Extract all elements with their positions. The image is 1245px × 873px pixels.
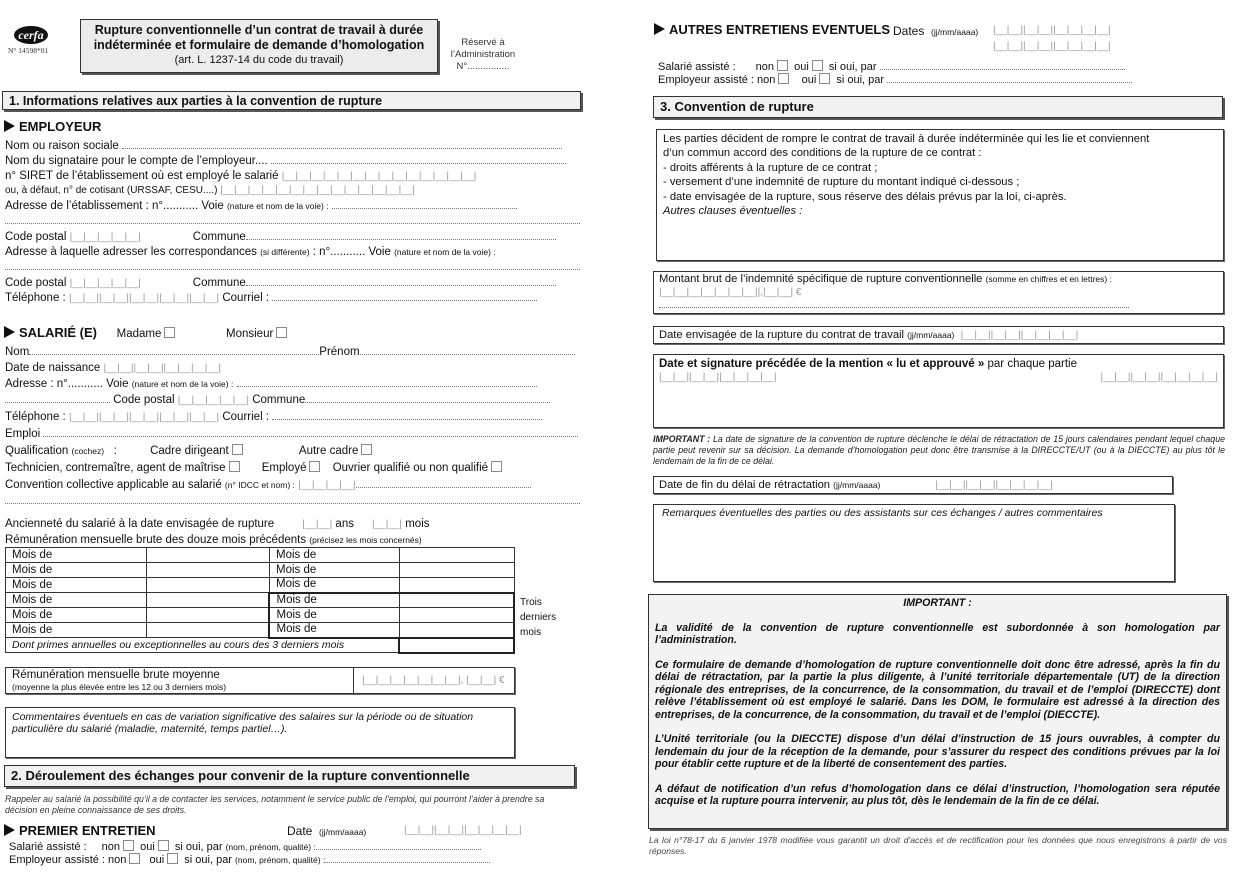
other-clauses-label: Autres clauses éventuelles :	[663, 205, 803, 218]
salary-comments-box[interactable]	[5, 707, 515, 758]
amount-cell[interactable]	[399, 578, 514, 593]
form-title-box	[80, 19, 438, 73]
first-employer-assisted	[9, 853, 490, 866]
employer-address-field[interactable]	[5, 199, 580, 213]
amount-cell[interactable]	[147, 548, 270, 563]
corr-hint: (si différente)	[260, 247, 310, 257]
first-meeting-row	[4, 823, 579, 838]
bonus-amount-cell[interactable]	[399, 638, 514, 653]
avg-pay-comb: |__|__|__|__|__|__|__|, |__|__| €	[362, 675, 505, 686]
amount-label: Montant brut de l’indemnité spécifique de rupture conventionnelle	[659, 273, 983, 285]
last-three-months-label	[520, 595, 556, 640]
retraction-comb: |__|__||__|__||__|__|__|__|	[935, 480, 1053, 491]
convention-field[interactable]	[5, 478, 580, 493]
other-employer-assisted	[658, 73, 1132, 86]
technicien-label: Technicien, contremaître, agent de maîtrise	[5, 462, 226, 474]
pay-heading	[5, 533, 422, 547]
month-cell: Mois de	[6, 563, 147, 578]
other-meetings-dates-label	[893, 24, 978, 38]
avg-pay-input[interactable]	[353, 668, 515, 693]
corr-label: Adresse à laquelle adresser les correspondances	[5, 246, 257, 258]
first-meeting-date-label: Date	[287, 824, 313, 838]
signature-label: Date et signature précédée de la mention « lu et approuvé »	[659, 358, 985, 370]
last-three-label-1: Trois	[520, 597, 542, 608]
month-cell: Mois de	[6, 623, 147, 638]
employee-voie-hint: (nature et nom de la voie) :	[131, 379, 234, 389]
left-page	[0, 0, 615, 873]
employee-non-checkbox[interactable]	[123, 840, 134, 851]
first-meeting-date-hint: (jj/mm/aaaa)	[319, 827, 367, 837]
si-oui-label: si oui, par	[836, 74, 885, 86]
month-cell: Mois de	[269, 548, 399, 563]
important-paragraph: La validité de la convention de rupture conventionnelle est subordonnée à son homologation par l’administration.	[655, 621, 1220, 646]
employee-address-field[interactable]	[5, 377, 580, 391]
employee-postal-label: Code postal	[113, 394, 175, 406]
autre-cadre-label: Autre cadre	[298, 445, 359, 457]
month-cell: Mois de	[269, 563, 399, 578]
important-note	[653, 434, 1225, 467]
table-row	[6, 563, 515, 578]
birth-comb: |__|__||__|__||__|__|__|__|	[103, 363, 222, 374]
employee-assistant-input[interactable]	[316, 840, 481, 850]
employee-phone-field[interactable]	[5, 410, 580, 425]
prenom-label: Prénom	[319, 346, 360, 358]
si-oui-hint: (nom, prénom, qualité) :	[225, 842, 316, 852]
end-date-label: Date envisagée de la rupture du contrat de travail	[659, 329, 905, 341]
amount-cell[interactable]	[399, 563, 514, 578]
first-meeting-label: PREMIER ENTRETIEN	[19, 823, 156, 838]
postal-comb: |__|__|__|__|__|	[69, 232, 141, 243]
pay-label: Rémunération mensuelle brute des douze mois précédents	[5, 534, 307, 546]
other-employer-assistant-input[interactable]	[887, 73, 1132, 83]
phone-label: Téléphone :	[5, 292, 66, 304]
employee-phone-label: Téléphone :	[5, 411, 66, 423]
madame-label: Madame	[116, 328, 162, 340]
qualification-row2	[5, 461, 505, 475]
reserved-label: Réservé à	[461, 37, 505, 48]
non-label: non	[755, 61, 775, 73]
end-date-comb: |__|__||__|__||__|__|__|__|	[960, 330, 1079, 341]
amount-cell[interactable]	[147, 623, 270, 638]
last-three-label-3: mois	[520, 627, 542, 638]
amount-box[interactable]	[653, 271, 1224, 314]
section2-heading: 2. Déroulement des échanges pour convenir de la rupture conventionnelle	[4, 765, 575, 787]
ouvrier-checkbox[interactable]	[491, 461, 502, 472]
employer-oui-checkbox[interactable]	[167, 853, 178, 864]
amount-hint: (somme en chiffres et en lettres) :	[985, 274, 1112, 284]
month-cell: Mois de	[269, 608, 399, 623]
important-note-text: La date de signature de la convention de rupture déclenche le délai de rétractation de 15 jours calendaires pendant lequel chaque partie peut revenir sur sa décision. La demande d’homologation peut donc être transmise à la DIRECCTE/UT (ou à la DIECCTE) au plus tôt le lendemain de la fin de ce délai.	[653, 434, 1225, 466]
employer-postal-field[interactable]	[5, 230, 580, 245]
oui-label: oui	[140, 841, 155, 853]
months-label: mois	[405, 518, 430, 530]
voie-hint: (nature et nom de la voie) :	[226, 201, 329, 211]
phone-comb: |__|__||__|__||__|__||__|__||__|__|	[68, 293, 220, 304]
important-note-label: IMPORTANT :	[653, 434, 711, 444]
cadre-dirigeant-checkbox[interactable]	[232, 444, 243, 455]
employer-assisted-label: Employeur assisté :	[658, 74, 754, 86]
correspondence-address-line2[interactable]	[5, 260, 580, 274]
other-employee-assistant-input[interactable]	[880, 60, 1125, 70]
corr-number: : n°...........	[312, 246, 366, 258]
important-box-title: IMPORTANT :	[903, 597, 972, 609]
other-employee-non-checkbox[interactable]	[777, 60, 788, 71]
employee-postal-comb: |__|__|__|__|__|	[177, 395, 249, 406]
job-label: Emploi	[5, 428, 41, 440]
bonus-label: Dont primes annuelles ou exceptionnelles au cours des 3 derniers mois	[6, 638, 400, 653]
cotisant-field[interactable]	[5, 184, 415, 198]
amount-cell[interactable]	[147, 593, 270, 608]
autre-cadre-checkbox[interactable]	[361, 444, 372, 455]
retraction-label: Date de fin du délai de rétractation	[659, 479, 831, 491]
corr-postal-field[interactable]	[5, 276, 580, 291]
employer-assistant-input[interactable]	[325, 853, 490, 863]
employee-assisted-label: Salarié assisté :	[658, 61, 736, 73]
oui-label: oui	[801, 74, 817, 86]
table-row	[6, 608, 515, 623]
other-employee-assisted	[658, 60, 1125, 73]
commune-label: Commune	[192, 231, 246, 243]
remarks-label: Remarques éventuelles des parties ou des assistants sur ces échanges / autres commentaires	[662, 507, 1103, 519]
employer-signatory-field[interactable]	[5, 154, 580, 168]
qualif-hint: (cochez)	[71, 446, 105, 456]
siret-field[interactable]	[5, 169, 476, 184]
triangle-bullet-icon	[4, 120, 15, 132]
corr-voie-label: Voie	[368, 246, 391, 258]
employee-sign-date-comb: |__|__||__|__||__|__|__|__|	[1100, 372, 1218, 383]
employer-heading-label: EMPLOYEUR	[19, 119, 102, 134]
important-paragraph: Ce formulaire de demande d’homologation de rupture conventionnelle doit donc être adressé, après la fin du délai de rétractation, par la partie la plus diligente, à l’unité territoriale départementale (UT) de la direction régionale des entreprises, de la concurrence, de la consommation, du travail et de l’emploi (DIRECCTE) dont relève l’établissement où est employé le salarié. Dans les DOM, le formulaire est adressé à la direction des entreprises, de la concurrence, de la consommation, du travail et de l’emploi (DIECCTE).	[655, 658, 1220, 721]
cerfa-logo: cerfa	[14, 26, 48, 44]
section3-heading: 3. Convention de rupture	[653, 96, 1223, 118]
employee-voie-label: Voie	[106, 378, 129, 390]
convention-text-line: d’un commun accord des conditions de la rupture de ce contrat :	[663, 147, 982, 160]
signature-box[interactable]	[653, 354, 1224, 428]
cerfa-number: N° 14598*01	[8, 46, 49, 55]
ouvrier-label: Ouvrier qualifié ou non qualifié	[332, 462, 489, 474]
dates-hint: (jj/mm/aaaa)	[931, 27, 979, 37]
convention-text-line: - date envisagée de la rupture, sous réserve des délais prévus par la loi, ci-après.	[663, 190, 1067, 203]
reserved-number: N°................	[456, 61, 510, 72]
si-oui-label: si oui, par	[828, 61, 877, 73]
monsieur-label: Monsieur	[226, 328, 274, 340]
employer-sign-date-comb: |__|__||__|__||__|__|__|__|	[659, 372, 777, 383]
address-number-label: Adresse de l’établissement : n°...........	[5, 200, 199, 212]
privacy-notice: La loi n°78-17 du 6 janvier 1978 modifiée vous garantit un droit d’accès et de rectification pour les données que nous enregistrons à partir de vos réponses.	[649, 835, 1227, 856]
cadre-dirigeant-label: Cadre dirigeant	[150, 445, 229, 457]
employer-phone-field[interactable]	[5, 291, 580, 306]
corr-postal-comb: |__|__|__|__|__|	[69, 278, 141, 289]
amount-cell[interactable]	[147, 563, 270, 578]
job-field[interactable]	[5, 427, 580, 441]
month-cell: Mois de	[6, 593, 147, 608]
pay-hint: (précisez les mois concernés)	[309, 535, 422, 545]
end-date-box[interactable]	[653, 326, 1224, 344]
amount-cell[interactable]	[399, 623, 514, 638]
month-cell: Mois de	[269, 593, 399, 608]
amount-cell[interactable]	[399, 548, 514, 563]
nom-label: Nom	[5, 346, 30, 358]
right-page	[640, 0, 1245, 873]
convention-text-line: - versement d’une indemnité de rupture du montant indiqué ci-dessous ;	[663, 176, 1020, 189]
months-comb: |__|__|	[371, 519, 403, 530]
siret-comb: |__|__|__|__|__|__|__|__|__|__|__|__|__|__|	[281, 171, 477, 182]
qualif-label: Qualification	[5, 445, 69, 457]
non-label: non	[757, 74, 776, 86]
first-meeting-date-comb[interactable]: |__|__||__|__||__|__|__|__|	[404, 825, 522, 836]
employee-address-label: Adresse : n°...........	[5, 378, 103, 390]
triangle-bullet-icon	[4, 824, 15, 836]
monsieur-checkbox[interactable]	[276, 327, 287, 338]
oui-label: oui	[149, 854, 165, 866]
signatory-label: Nom du signataire pour le compte de l’employeur....	[5, 155, 268, 167]
convention-hint: (n° IDCC et nom) :	[224, 480, 295, 490]
voie-label: Voie	[201, 200, 224, 212]
qualification-row1: Qualification (cochez) : Cadre dirigeant Autre cadre	[5, 444, 375, 458]
siret-label: n° SIRET de l’établissement où est employé le salarié	[5, 170, 279, 182]
convention-label: Convention collective applicable au salarié	[5, 479, 222, 491]
employer-name-label: Nom ou raison sociale	[5, 140, 119, 152]
salary-table	[5, 547, 515, 654]
form-title-article: (art. L. 1237-14 du code du travail)	[174, 54, 344, 66]
correspondence-address-field[interactable]	[5, 245, 496, 259]
si-oui-label: si oui, par	[184, 854, 232, 866]
month-cell: Mois de	[6, 578, 147, 593]
remarks-box[interactable]	[653, 504, 1175, 582]
avg-pay-hint: (moyenne la plus élevée entre les 12 ou 3 derniers mois)	[12, 682, 227, 692]
employee-postal-field[interactable]	[5, 393, 580, 408]
convention-line2[interactable]	[5, 494, 580, 508]
employer-fields	[5, 137, 580, 317]
convention-text-line: - droits afférents à la rupture de ce contrat ;	[663, 161, 878, 174]
corr-commune-label: Commune	[192, 277, 246, 289]
important-box	[648, 594, 1227, 829]
employee-oui-checkbox[interactable]	[158, 840, 169, 851]
seniority-label: Ancienneté du salarié à la date envisagée de rupture	[5, 518, 275, 530]
employee-fields	[5, 344, 580, 514]
years-label: ans	[335, 518, 354, 530]
employe-checkbox[interactable]	[309, 461, 320, 472]
amount-cell[interactable]	[399, 608, 514, 623]
employer-assisted-label: Employeur assisté :	[9, 854, 105, 866]
convention-text-box[interactable]	[656, 129, 1224, 261]
amount-cell[interactable]	[399, 593, 514, 608]
oui-label: oui	[794, 61, 809, 73]
important-paragraph: A défaut de notification d’un refus d’homologation dans ce délai d’instruction, l’homologation sera réputée acquise et la rupture pourra intervenir, au plus tôt, dès le lendemain de la fin de ce délai.	[655, 782, 1220, 807]
corr-postal-label: Code postal	[5, 277, 67, 289]
years-comb: |__|__|	[302, 519, 333, 530]
seniority-field[interactable]	[5, 517, 430, 532]
amount-cell[interactable]	[147, 578, 270, 593]
convention-text-line: Les parties décident de rompre le contrat de travail à durée indéterminée qui les lie et conviennent	[663, 133, 1150, 145]
email-label: Courriel :	[222, 292, 270, 304]
end-date-hint: (jj/mm/aaaa)	[907, 330, 955, 340]
avg-pay-label: Rémunération mensuelle brute moyenne	[12, 669, 220, 681]
si-oui-hint: (nom, prénom, qualité) :	[235, 855, 326, 865]
employee-commune-label: Commune	[252, 394, 306, 406]
corr-voie-hint: (nature et nom de la voie) :	[394, 247, 496, 257]
amount-cell[interactable]	[147, 608, 270, 623]
retraction-hint: (jj/mm/aaaa)	[833, 480, 881, 490]
table-row	[6, 578, 515, 593]
salary-comments-label: Commentaires éventuels en cas de variation significative des salaires sur la période ou de situation particulière du salarié (maladie, maternité, temps partiel…).	[12, 711, 474, 735]
employe-label: Employé	[261, 462, 307, 474]
form-title-line2: indéterminée et formulaire de demande d’homologation	[93, 38, 425, 52]
other-employer-non-checkbox[interactable]	[778, 73, 789, 84]
non-label: non	[108, 854, 127, 866]
amount-words-input[interactable]	[659, 302, 1129, 308]
section1-heading: 1. Informations relatives aux parties à la convention de rupture	[2, 91, 581, 110]
postal-label: Code postal	[5, 231, 67, 243]
month-cell: Mois de	[269, 578, 399, 593]
employee-assisted-label: Salarié assisté :	[9, 841, 87, 853]
last-three-label-2: derniers	[520, 612, 557, 623]
other-employer-oui-checkbox[interactable]	[819, 73, 830, 84]
employee-heading-label: SALARIÉ (E)	[19, 325, 97, 340]
other-meetings-row	[654, 22, 890, 37]
admin-reserved	[446, 37, 520, 73]
non-label: non	[101, 841, 121, 853]
month-cell: Mois de	[6, 608, 147, 623]
first-employee-assisted	[9, 840, 481, 853]
birth-label: Date de naissance	[5, 362, 101, 374]
table-row	[6, 593, 515, 608]
other-employee-oui-checkbox[interactable]	[812, 60, 823, 71]
reserved-admin-label: l’Administration	[450, 49, 516, 60]
dates-label: Dates	[893, 24, 925, 38]
employer-address-line2[interactable]	[5, 214, 580, 228]
triangle-bullet-icon	[4, 326, 15, 338]
other-meeting-date2-comb[interactable]: |__|__||__|__||__|__|__|__|	[993, 41, 1111, 52]
important-paragraph: L’Unité territoriale (ou la DIECCTE) dispose d’un délai d’instruction de 15 jours ouvrables, à compter du lendemain du jour de la réception de la demande, pour s’assurer du respect des conditions prévues par la loi pour établir cette rupture et de la liberté de consentement des parties.	[655, 733, 1220, 770]
technicien-checkbox[interactable]	[229, 461, 240, 472]
employee-email-label: Courriel :	[222, 411, 270, 423]
cotisant-comb: |__|__|__|__|__|__|__|__|__|__|__|__|__|__|	[220, 185, 415, 196]
retraction-date-box[interactable]	[653, 476, 1173, 494]
employee-name-field[interactable]	[5, 345, 580, 359]
employee-heading	[4, 325, 290, 340]
form-title-line1: Rupture conventionnelle d’un contrat de travail à durée	[94, 23, 424, 37]
other-meeting-date1-comb[interactable]: |__|__||__|__||__|__|__|__|	[993, 25, 1111, 36]
si-oui-label: si oui, par	[174, 841, 223, 853]
section2-reminder: Rappeler au salarié la possibilité qu’il a de contacter les services, notamment le service public de l’emploi, qui pourront l’aider à prendre sa décision en pleine connaissance de ses droits.	[5, 794, 545, 815]
other-meetings-label: AUTRES ENTRETIENS EVENTUELS	[669, 22, 891, 37]
average-pay-box	[5, 667, 515, 694]
birth-date-field[interactable]	[5, 361, 221, 376]
month-cell: Mois de	[269, 623, 399, 638]
triangle-bullet-icon	[654, 23, 665, 35]
table-row	[6, 548, 515, 563]
month-cell: Mois de	[6, 548, 147, 563]
employee-phone-comb: |__|__||__|__||__|__||__|__||__|__|	[68, 412, 220, 423]
amount-comb: |__|__|__|__|__|__|__||,|__|__| €	[659, 287, 802, 298]
table-row	[6, 638, 515, 653]
convention-comb: |__|__|__|__|	[298, 480, 356, 491]
cotisant-label: ou, à défaut, n° de cotisant (URSSAF, CESU....)	[5, 185, 218, 196]
madame-checkbox[interactable]	[164, 327, 175, 338]
employer-name-field[interactable]	[5, 139, 580, 153]
signature-label-rest: par chaque partie	[987, 358, 1078, 370]
table-row	[6, 623, 515, 638]
employer-heading	[4, 119, 101, 134]
employer-non-checkbox[interactable]	[129, 853, 140, 864]
